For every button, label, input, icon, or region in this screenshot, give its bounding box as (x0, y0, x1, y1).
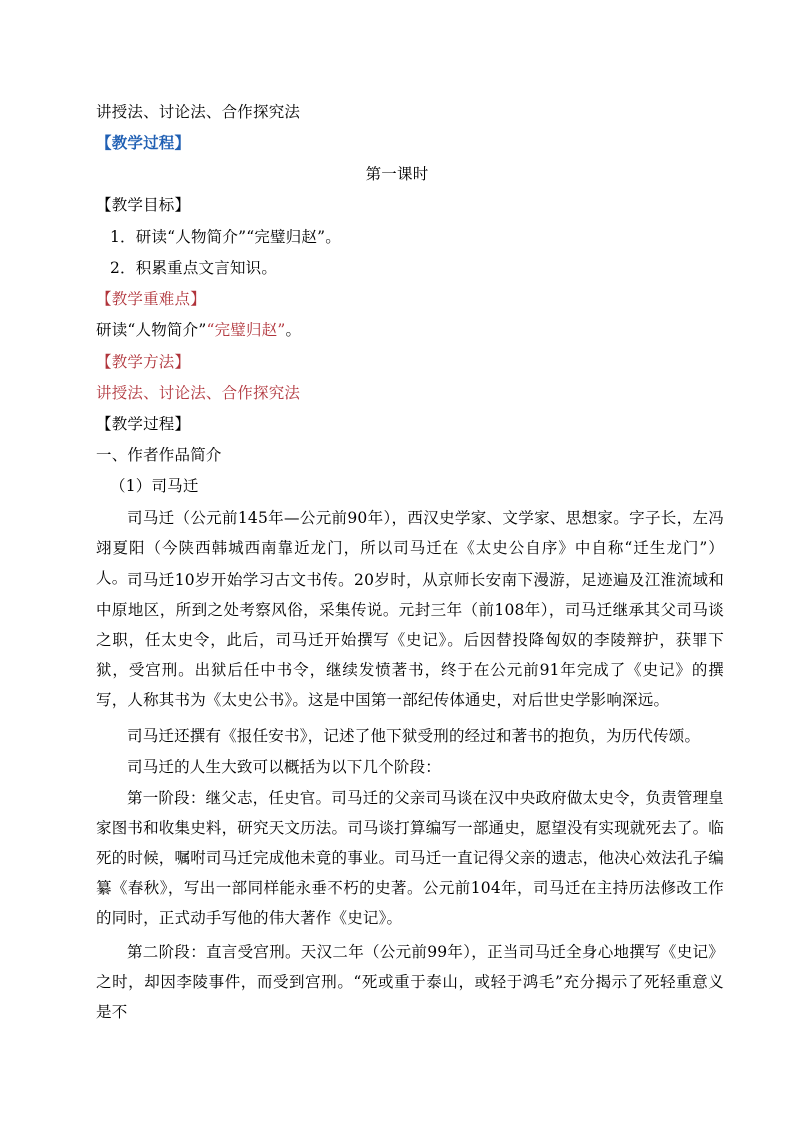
paragraph-career: 司马迁10岁开始学习古文书传。20岁时，从京师长安南下漫游，足迹遍及江淮流域和中原地区，所到之处考察风俗，采集传说。元封三年（前108年），司马迁继承其父司马谈之职，任太史令，此后，司马迁开始撰写《史记》。后因替投降匈奴的李陵辩护，获罪下狱，受宫刑。出狱后任中书令，继续发愤著书，终于在公元前91年完成了《史记》的撰写，人称其书为《太史公书》。这是中国第一部纪传体通史，对后世史学影响深远。 (96, 571, 724, 709)
methods-text: 讲授法、讨论法、合作探究法 (96, 384, 301, 402)
paragraph-stage-one: 第一阶段：继父志，任史官。司马迁的父亲司马谈在汉中央政府做太史令，负责管理皇家图书和收集史料，研究天文历法。司马谈打算编写一部通史，愿望没有实现就死去了。临死的时候，嘱咐司马迁完成他未竟的事业。司马迁一直记得父亲的遗志，他决心效法孔子编纂《春秋》，写出一部同样能永垂不朽的史著。公元前104年，司马迁在主持历法修改工作的同时，正式动手写他的伟大著作《史记》。 (96, 789, 725, 927)
objectives-heading: 【教学目标】 (96, 196, 191, 214)
objective-item-1: 1．研读“人物简介”“完璧归赵”。 (110, 228, 341, 246)
lesson-title: 第一课时 (365, 165, 429, 183)
subsection-sima-qian: （1）司马迁 (110, 477, 199, 495)
objective-item-2: 2．积累重点文言知识。 (110, 259, 278, 277)
paragraph-stages-intro: 司马迁的人生大致可以概括为以下几个阶段： (127, 758, 442, 776)
difficulty-prefix: 研读“人物简介” (96, 321, 207, 339)
section-heading-author: 一、作者作品简介 (96, 446, 222, 464)
difficulty-heading: 【教学重难点】 (96, 290, 206, 308)
teaching-process-heading-2: 【教学过程】 (96, 415, 191, 433)
methods-heading: 【教学方法】 (96, 353, 191, 371)
paragraph-stage-two: 第二阶段：直言受宫刑。天汉二年（公元前99年），正当司马迁全身心地撰写《史记》之时，却因李陵事件，而受到宫刑。“死或重于泰山，或轻于鸿毛”充分揭示了死轻重意义是不 (96, 943, 724, 1021)
teaching-methods-text: 讲授法、讨论法、合作探究法 (96, 103, 301, 121)
difficulty-suffix: 。 (285, 321, 302, 339)
paragraph-letter: 司马迁还撰有《报任安书》，记述了他下狱受刑的经过和著书的抱负，为历代传颂。 (127, 727, 701, 745)
teaching-process-heading: 【教学过程】 (96, 133, 191, 152)
difficulty-highlight: “完璧归赵” (206, 321, 286, 339)
paragraph-biography: 司马迁（公元前145年—公元前90年），西汉史学家、文学家、思想家。字子长，左冯翊夏阳（今陕西韩城西南靠近龙门，所以司马迁在《太史公自序》中自称“迁生龙门”）人。 (96, 509, 724, 587)
difficulty-text (96, 320, 726, 340)
